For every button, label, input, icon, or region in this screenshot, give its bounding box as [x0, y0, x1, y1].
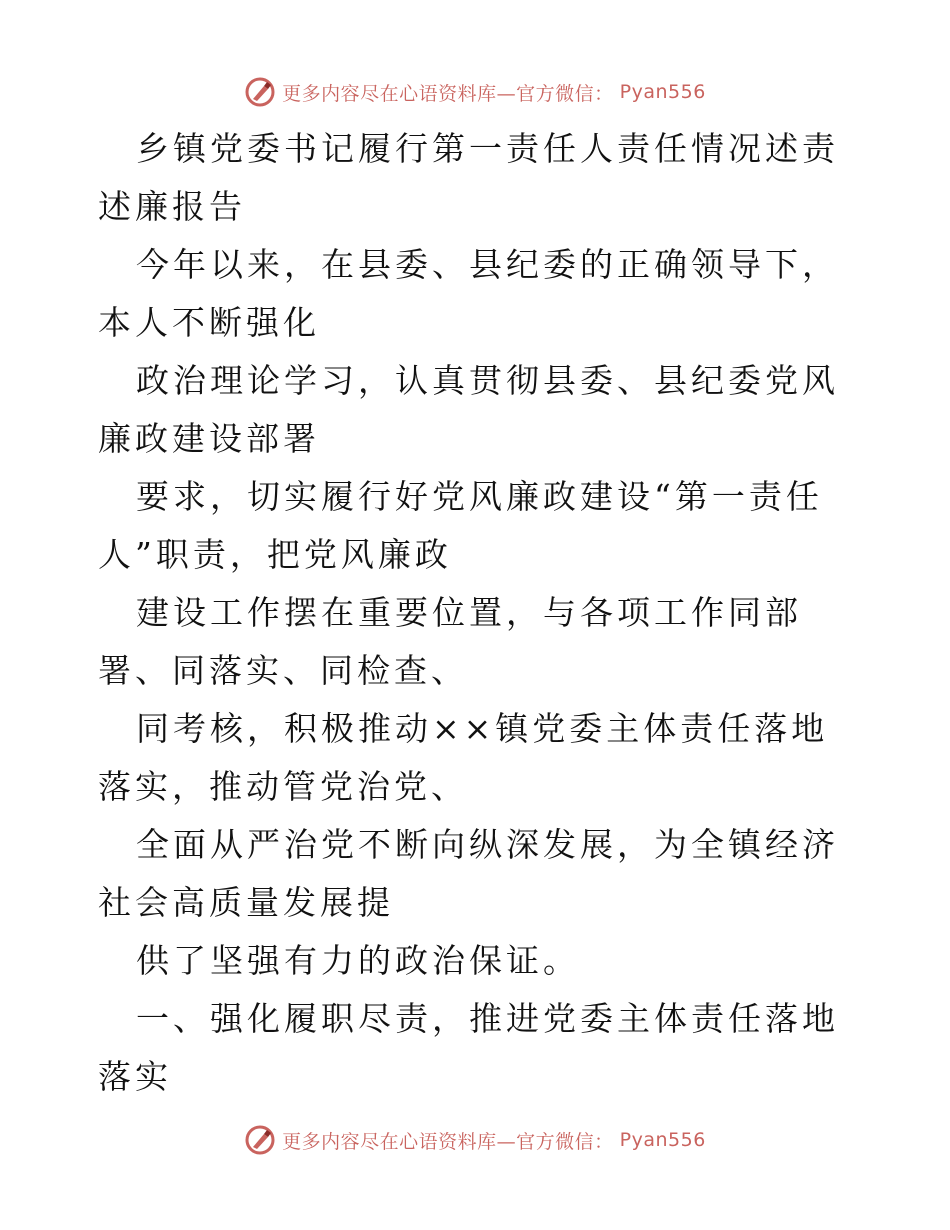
paragraph: 全面从严治党不断向纵深发展，为全镇经济社会高质量发展提 [98, 825, 839, 922]
watermark-wechat-id: Pyan556 [619, 1129, 706, 1151]
paragraph: 供了坚强有力的政治保证。 [136, 941, 580, 980]
watermark-text: 更多内容尽在心语资料库—官方微信： [282, 1130, 614, 1153]
document-title: 乡镇党委书记履行第一责任人责任情况述责述廉报告 [98, 129, 839, 226]
header-watermark [0, 72, 950, 112]
footer-watermark [0, 1120, 950, 1160]
paragraph: 同考核，积极推动××镇党委主体责任落地落实，推动管党治党、 [98, 709, 829, 806]
watermark-text: 更多内容尽在心语资料库—官方微信： [282, 82, 614, 105]
paragraph: 今年以来，在县委、县纪委的正确领导下，本人不断强化 [98, 245, 839, 342]
paragraph: 政治理论学习，认真贯彻县委、县纪委党风廉政建设部署 [98, 361, 839, 458]
paragraph: 要求，切实履行好党风廉政建设“第一责任人”职责，把党风廉政 [98, 477, 823, 574]
pen-circle-logo-icon [244, 76, 276, 108]
paragraph: 建设工作摆在重要位置，与各项工作同部署、同落实、同检查、 [98, 593, 802, 690]
watermark-wechat-id: Pyan556 [619, 81, 706, 103]
pen-circle-logo-icon [244, 1124, 276, 1156]
document-body [98, 120, 858, 1106]
section-heading: 一、强化履职尽责，推进党委主体责任落地落实 [98, 999, 839, 1096]
